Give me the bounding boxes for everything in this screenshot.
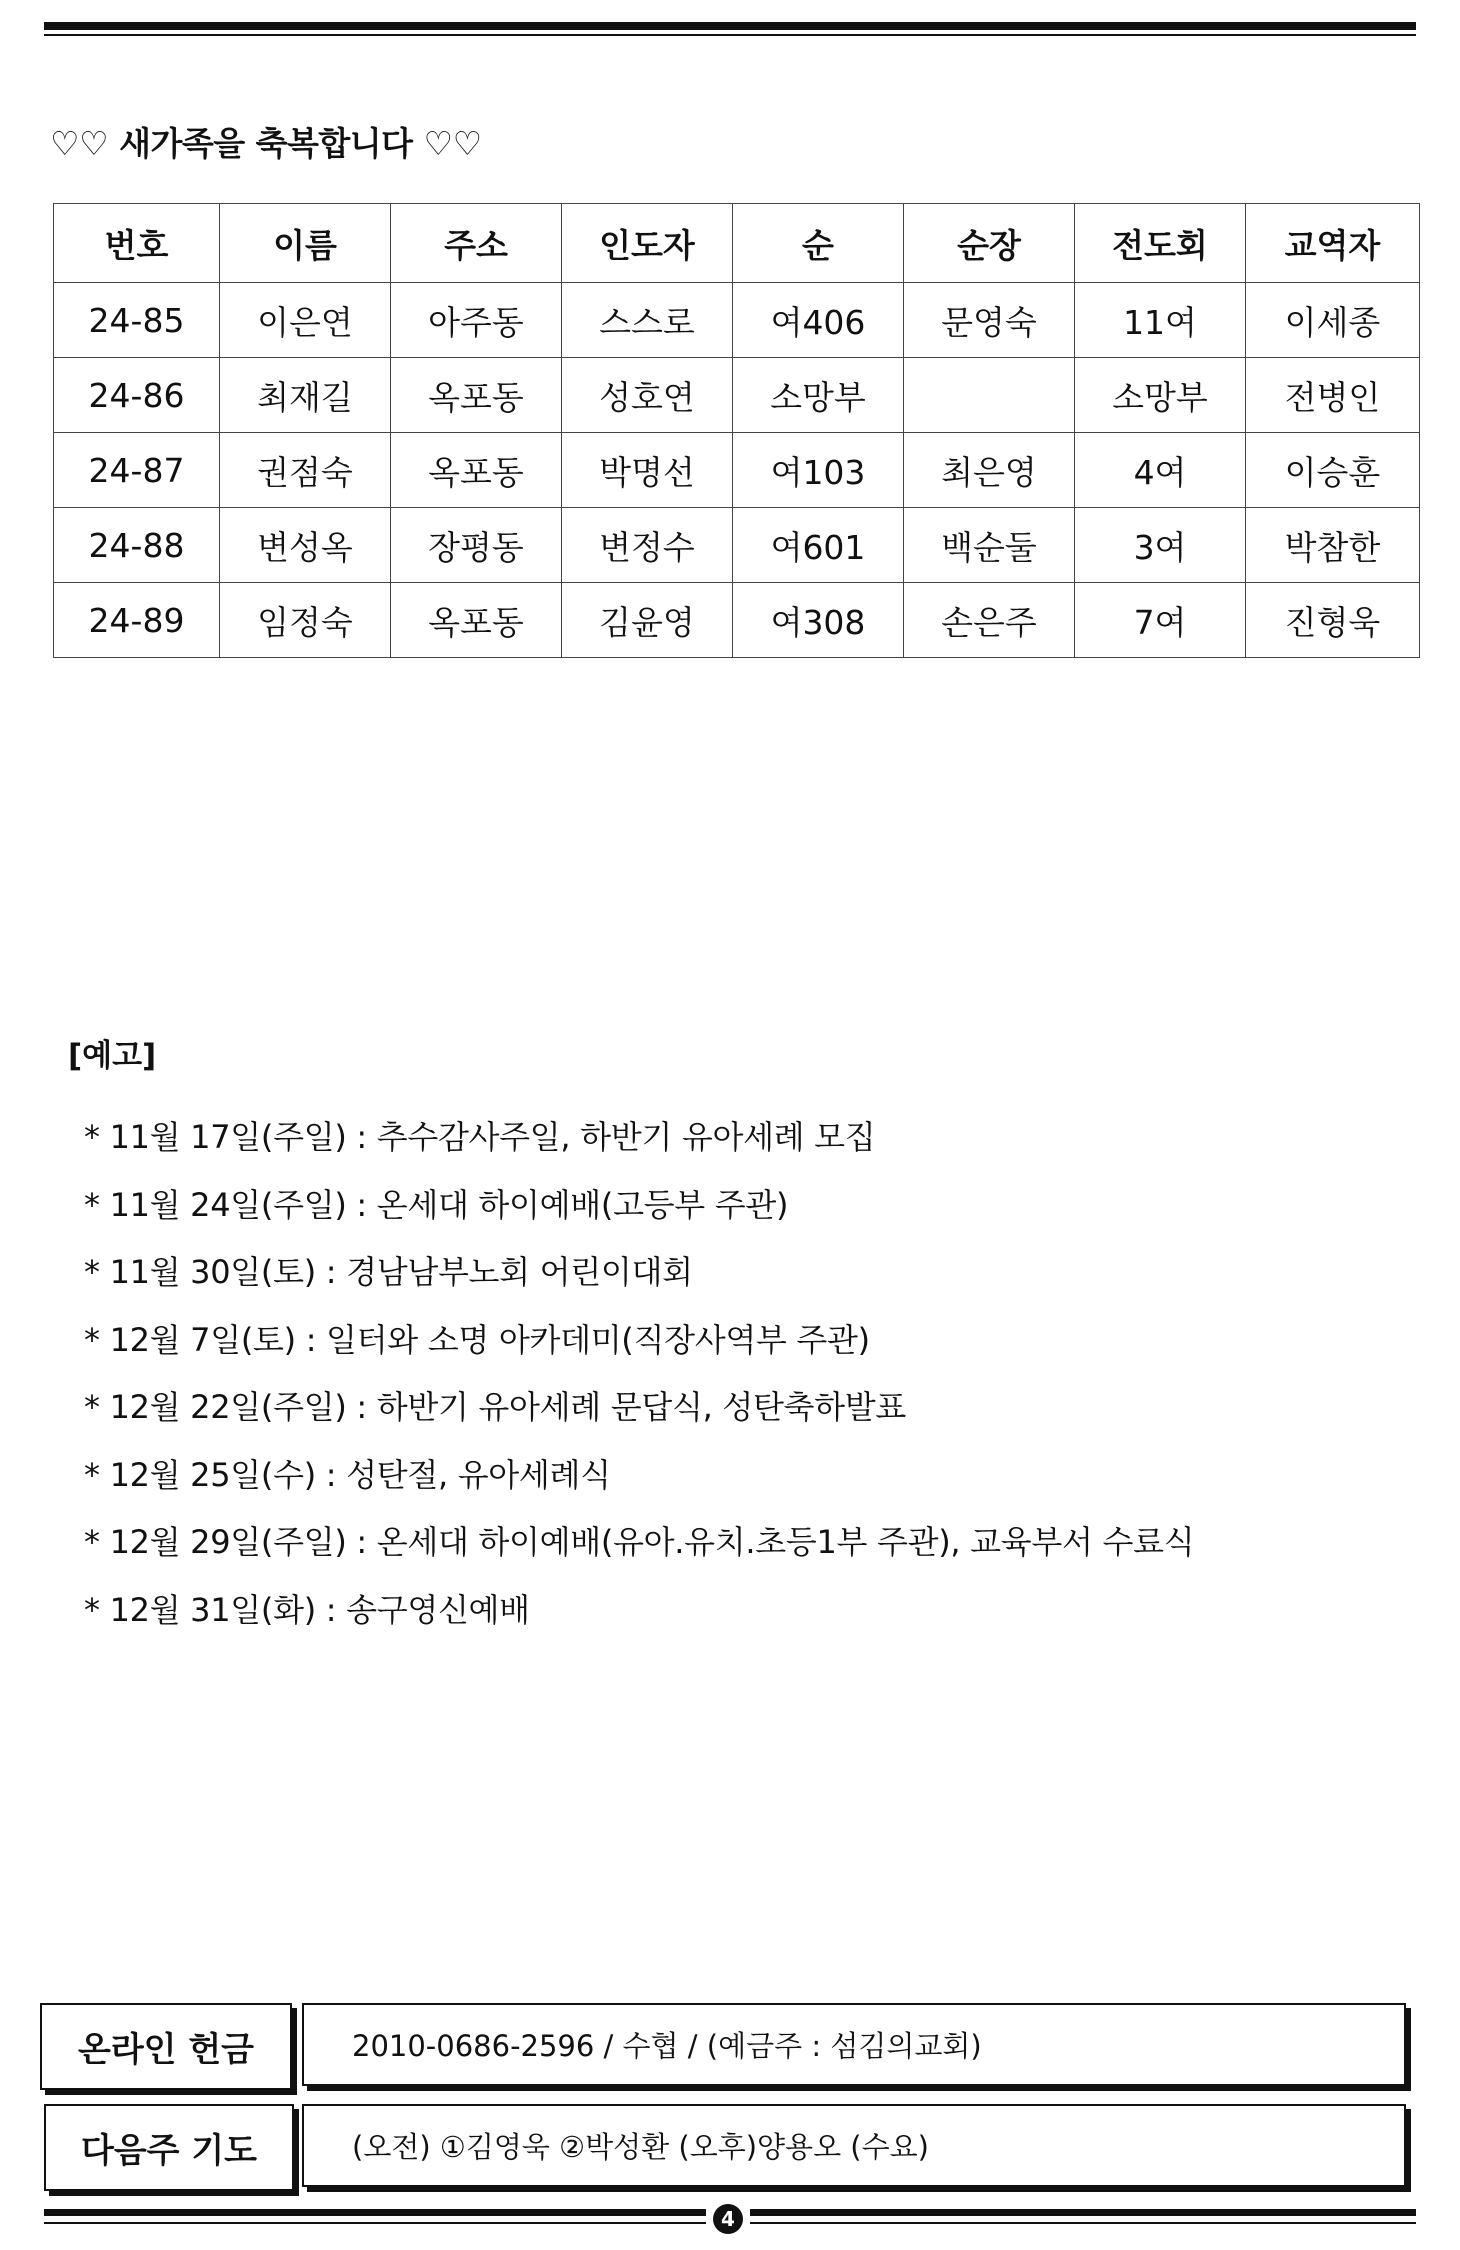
cell-pastor: 이세종: [1246, 283, 1420, 358]
cell-mission-society: 11여: [1075, 283, 1246, 358]
cell-guide: 김윤영: [562, 583, 733, 658]
cell-pastor: 이승훈: [1246, 433, 1420, 508]
notice-title: [예고]: [68, 1038, 157, 1074]
top-rule-thin: [44, 34, 1416, 36]
footer-rule-right-thin: [750, 2222, 1416, 2224]
cell-guide: 스스로: [562, 283, 733, 358]
col-header-number: 번호: [54, 204, 220, 283]
next-week-prayer-leaders: (오전) ①김영욱 ②박성환 (오후)양용오 (수요): [302, 2104, 1406, 2187]
list-item: * 12월 7일(토) : 일터와 소명 아카데미(직장사역부 주관): [84, 1320, 870, 1359]
next-week-prayer-label: 다음주 기도: [44, 2104, 294, 2191]
footer-rule-right-thick: [750, 2209, 1416, 2216]
cell-group-leader: 손은주: [904, 583, 1075, 658]
cell-group-leader: [904, 358, 1075, 433]
footer-rule-left-thick: [44, 2209, 706, 2216]
table-row: [54, 583, 1420, 658]
cell-mission-society: 소망부: [1075, 358, 1246, 433]
cell-mission-society: 4여: [1075, 433, 1246, 508]
table-header-row: [54, 204, 1420, 283]
cell-name: 권점숙: [220, 433, 391, 508]
cell-name: 최재길: [220, 358, 391, 433]
cell-number: 24-88: [54, 508, 220, 583]
online-offering-label: 온라인 헌금: [40, 2003, 292, 2090]
notice-list: [84, 1108, 1194, 1648]
table-row: [54, 433, 1420, 508]
cell-mission-society: 7여: [1075, 583, 1246, 658]
cell-guide: 성호연: [562, 358, 733, 433]
list-item: * 11월 24일(주일) : 온세대 하이예배(고등부 주관): [84, 1185, 789, 1224]
cell-number: 24-87: [54, 433, 220, 508]
col-header-address: 주소: [391, 204, 562, 283]
list-item: * 12월 29일(주일) : 온세대 하이예배(유아.유치.초등1부 주관), 교육부서 수료식: [84, 1523, 1195, 1561]
cell-name: 임정숙: [220, 583, 391, 658]
cell-name: 변성옥: [220, 508, 391, 583]
col-header-mission-society: 전도회: [1075, 204, 1246, 283]
cell-group-leader: 백순둘: [904, 508, 1075, 583]
cell-mission-society: 3여: [1075, 508, 1246, 583]
table-row: [54, 508, 1420, 583]
new-family-table: [53, 203, 1420, 658]
cell-group: 여406: [733, 283, 904, 358]
cell-guide: 변정수: [562, 508, 733, 583]
new-family-title: ♡♡ 새가족을 축복합니다 ♡♡: [50, 124, 482, 163]
cell-address: 아주동: [391, 283, 562, 358]
cell-group-leader: 문영숙: [904, 283, 1075, 358]
cell-number: 24-89: [54, 583, 220, 658]
cell-address: 옥포동: [391, 433, 562, 508]
cell-number: 24-85: [54, 283, 220, 358]
cell-group: 여601: [733, 508, 904, 583]
col-header-pastor: 교역자: [1246, 204, 1420, 283]
list-item: * 12월 22일(주일) : 하반기 유아세례 문답식, 성탄축하발표: [84, 1388, 907, 1426]
col-header-guide: 인도자: [562, 204, 733, 283]
cell-pastor: 박참한: [1246, 508, 1420, 583]
table-row: [54, 358, 1420, 433]
cell-address: 장평동: [391, 508, 562, 583]
online-offering-account: 2010-0686-2596 / 수협 / (예금주 : 섬김의교회): [302, 2003, 1406, 2086]
cell-address: 옥포동: [391, 583, 562, 658]
cell-group-leader: 최은영: [904, 433, 1075, 508]
cell-pastor: 전병인: [1246, 358, 1420, 433]
cell-group: 여308: [733, 583, 904, 658]
col-header-name: 이름: [220, 204, 391, 283]
list-item: * 11월 30일(토) : 경남남부노회 어린이대회: [84, 1253, 693, 1291]
cell-group: 소망부: [733, 358, 904, 433]
cell-guide: 박명선: [562, 433, 733, 508]
list-item: * 12월 31일(화) : 송구영신예배: [84, 1590, 530, 1629]
cell-number: 24-86: [54, 358, 220, 433]
col-header-group-leader: 순장: [904, 204, 1075, 283]
page-number: 4: [713, 2204, 743, 2234]
list-item: * 12월 25일(수) : 성탄절, 유아세례식: [84, 1455, 611, 1494]
col-header-group: 순: [733, 204, 904, 283]
cell-group: 여103: [733, 433, 904, 508]
top-rule-thick: [44, 22, 1416, 30]
cell-pastor: 진형욱: [1246, 583, 1420, 658]
table-row: [54, 283, 1420, 358]
footer-rule-left-thin: [44, 2222, 706, 2224]
list-item: * 11월 17일(주일) : 추수감사주일, 하반기 유아세례 모집: [84, 1118, 876, 1156]
cell-name: 이은연: [220, 283, 391, 358]
cell-address: 옥포동: [391, 358, 562, 433]
